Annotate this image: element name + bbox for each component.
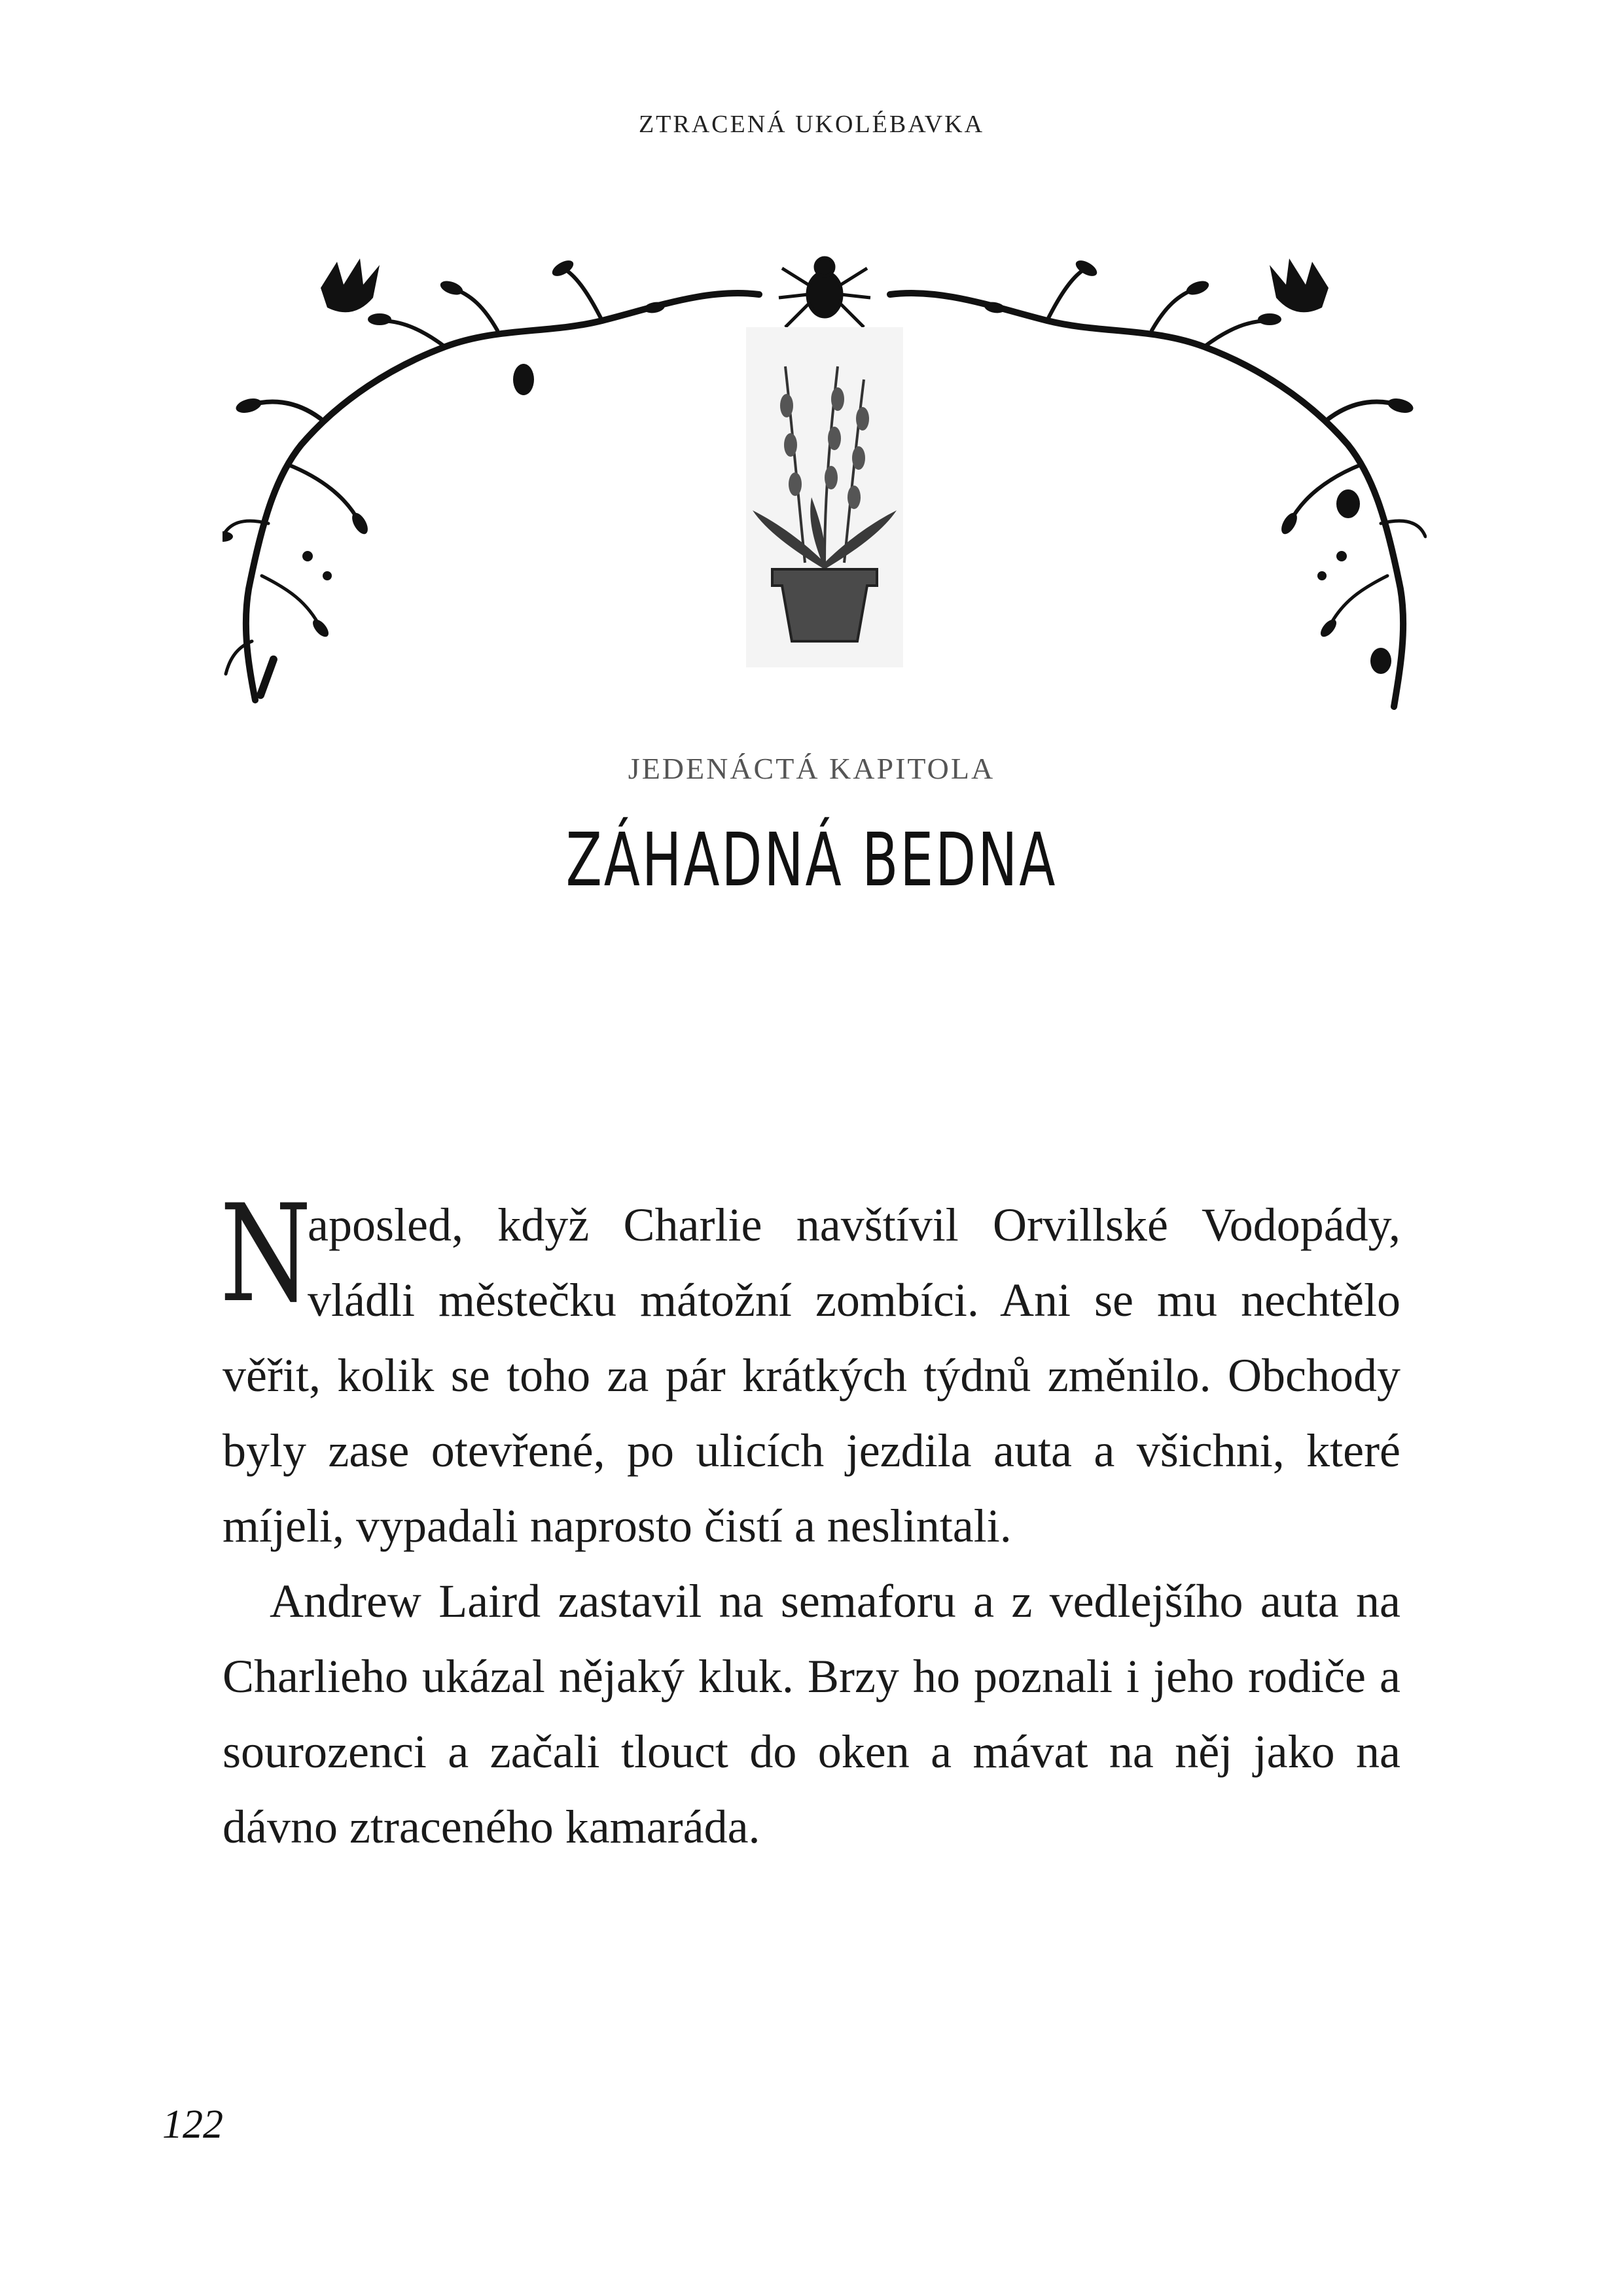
- running-head: ZTRACENÁ UKOLÉBAVKA: [638, 111, 985, 138]
- drop-cap: N: [220, 1176, 312, 1332]
- chapter-label: JEDENÁCTÁ KAPITOLA: [628, 752, 995, 785]
- chapter-title: ZÁHADNÁ BEDNA: [565, 818, 1058, 903]
- body-text: [220, 1176, 1400, 1865]
- vine-arch-ornament-icon: [223, 249, 1427, 759]
- paragraph-1: [220, 1176, 1400, 1564]
- paragraph-1-text: aposled, když Charlie navštívil Orvillské Vodopády, vládli městečku mátožní zombíci. Ani se mu nechtělo věřit, kolik se toho za pár krátkých týdnů změnilo. Obchody byly zase otevřené, po ulicích jezdila auta a všichni, které míjeli, vypadali naprosto čistí a neslintali.: [223, 1199, 1400, 1552]
- page-number: 122: [162, 2102, 223, 2147]
- paragraph-2: Andrew Laird zastavil na semaforu a z vedlejšího auta na Charlieho ukázal nějaký kluk. Brzy ho poznali i jeho rodiče a sourozenci a začali tlouct do oken a mávat na něj jako na dávno ztraceného kamaráda.: [223, 1575, 1400, 1853]
